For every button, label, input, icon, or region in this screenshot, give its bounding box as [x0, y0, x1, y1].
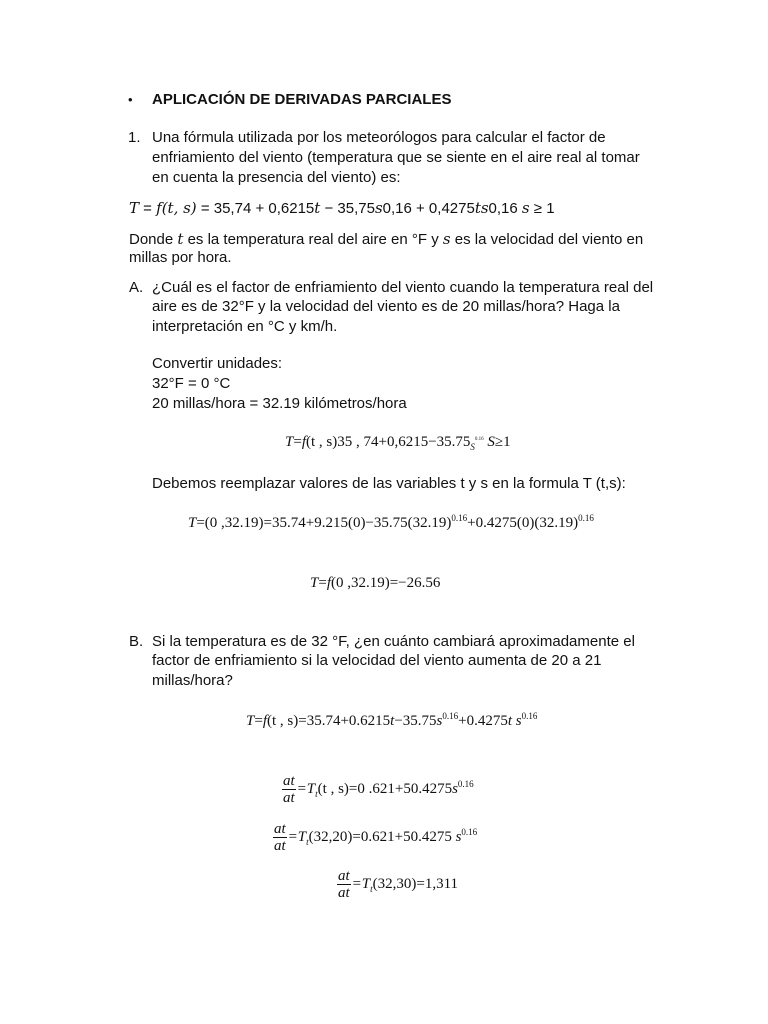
b-eq-t: t	[390, 713, 395, 729]
problem-number: 1.	[128, 129, 141, 146]
eq2-mid: +0.4275(0)(32.19)	[467, 515, 579, 531]
formula-part-2: − 35,75	[320, 200, 375, 217]
eq-cond: ≥1	[494, 434, 511, 450]
deriv3-T: =T	[351, 875, 371, 892]
formula-t: t	[314, 199, 321, 217]
formula-eq: =	[139, 200, 157, 217]
part-b-letter: B.	[129, 633, 144, 650]
eq-S: S	[487, 434, 495, 450]
part-a-line-2: aire es de 32°F y la velocidad del viento es de 20 millas/hora? Haga la	[152, 298, 620, 315]
eq2-T: T	[188, 515, 197, 531]
definition-t: t	[177, 230, 184, 248]
part-a-letter: A.	[129, 279, 144, 296]
fraction-numerator: at	[338, 868, 350, 884]
b-eq-T: T	[246, 713, 255, 729]
eq-sign: =	[293, 434, 302, 450]
part-b-line-3: millas/hora?	[152, 672, 233, 689]
problem-text-line-1: Una fórmula utilizada por los meteorólogos para calcular el factor de	[152, 129, 606, 146]
convert-title: Convertir unidades:	[152, 355, 283, 372]
problem-text-line-3: en cuenta la presencia del viento) es:	[152, 169, 401, 186]
deriv1-sub: t	[315, 788, 318, 799]
formula-f: f	[156, 199, 162, 217]
eq-f: f	[301, 434, 306, 450]
derivative-equation-1	[282, 773, 474, 806]
derivative-fraction-2	[273, 821, 287, 854]
heading-bullet: •	[128, 92, 133, 107]
derivative-fraction-3	[337, 868, 351, 901]
eq2-exp-2: 0.16	[578, 513, 594, 523]
definition-text-a: Donde	[129, 231, 178, 248]
formula-part-4: 0,16	[488, 200, 522, 217]
deriv2-s: s	[455, 828, 462, 845]
fraction-numerator: at	[283, 773, 295, 789]
formula-part-3: 0,16 + 0,4275	[382, 200, 475, 217]
eq-tiny-exp: 0.16	[474, 437, 484, 442]
b-eq-exp-2: 0.16	[521, 711, 538, 721]
definition-s: s	[442, 230, 451, 248]
definition-line-2: millas por hora.	[129, 249, 232, 266]
deriv2-T: =T	[287, 828, 307, 845]
formula-T: T	[129, 199, 140, 217]
part-a-line-3: interpretación en °C y km/h.	[152, 318, 338, 335]
deriv2-sub: t	[306, 836, 309, 847]
b-eq-body-3: +0.4275	[458, 713, 508, 729]
eq2-exp-1: 0.16	[451, 513, 468, 523]
b-eq-t-2: t	[507, 713, 513, 729]
eq3-sign: =	[318, 575, 327, 591]
eq-T: T	[285, 434, 294, 450]
deriv1-s: s	[452, 780, 458, 797]
part-b-line-1: Si la temperatura es de 32 °F, ¿en cuánto cambiará aproximadamente el	[152, 633, 635, 650]
eq3-f: f	[326, 575, 331, 591]
problem-text-line-2: enfriamiento del viento (temperatura que se siente en el aire real al tomar	[152, 149, 640, 166]
fraction-denominator: at	[283, 790, 295, 806]
part-a-equation-2	[188, 513, 594, 533]
eq-args: (t , s)	[305, 434, 338, 450]
b-eq-s-2: s	[515, 713, 522, 729]
part-a-line-1: ¿Cuál es el factor de enfriamiento del viento cuando la temperatura real del	[152, 279, 654, 296]
deriv3-sub: t	[370, 883, 373, 894]
section-title: APLICACIÓN DE DERIVADAS PARCIALES	[152, 91, 452, 108]
eq2-body: =(0 ,32.19)=35.74+9.215(0)−35.75(32.19)	[196, 515, 452, 531]
fraction-denominator: at	[274, 838, 286, 854]
eq3-T: T	[310, 575, 319, 591]
formula-s: s	[374, 199, 383, 217]
b-eq-exp-1: 0.16	[442, 711, 459, 721]
formula-args: (t, s)	[161, 199, 197, 217]
part-b-equation-1	[246, 711, 537, 731]
convert-speed: 20 millas/hora = 32.19 kilómetros/hora	[152, 395, 407, 412]
main-formula	[129, 198, 555, 219]
formula-part-1: = 35,74 + 0,6215	[196, 200, 315, 217]
derivative-equation-2	[273, 821, 477, 854]
b-eq-body-2: −35.75	[394, 713, 437, 729]
deriv1-exp: 0.16	[457, 778, 474, 789]
deriv2-exp: 0.16	[461, 826, 478, 837]
b-eq-f: f	[262, 713, 267, 729]
formula-condition: ≥ 1	[529, 200, 555, 217]
part-a-equation-1	[285, 432, 511, 452]
deriv1-T: =T	[296, 780, 316, 797]
replace-values-text: Debemos reemplazar valores de las variables t y s en la formula T (t,s):	[152, 475, 626, 492]
eq-s-sub: S	[470, 442, 475, 452]
definition-text-c: es la velocidad del viento en	[450, 231, 644, 248]
derivative-equation-3	[337, 868, 458, 901]
deriv2-body: (32,20)=0.621+50.4275	[308, 828, 456, 845]
eq3-body: (0 ,32.19)=−26.56	[330, 575, 441, 591]
part-a-equation-3	[310, 573, 440, 593]
derivative-fraction-1	[282, 773, 296, 806]
b-eq-s: s	[436, 713, 443, 729]
definition-line-1	[129, 229, 643, 250]
formula-s-2: s	[521, 199, 530, 217]
b-eq-args: (t , s)	[266, 713, 299, 729]
eq-body: 35 , 74+0,6215−35.75	[337, 434, 471, 450]
definition-text-b: es la temperatura real del aire en °F y	[183, 231, 443, 248]
convert-temperature: 32°F = 0 °C	[152, 375, 231, 392]
fraction-numerator: at	[274, 821, 286, 837]
deriv1-body: (t , s)=0 .621+50.4275	[317, 780, 453, 797]
formula-ts: ts	[474, 199, 489, 217]
part-b-line-2: factor de enfriamiento si la velocidad del viento aumenta de 20 a 21	[152, 652, 602, 669]
deriv3-body: (32,30)=1,311	[372, 875, 459, 892]
b-eq-sign: =	[254, 713, 263, 729]
fraction-denominator: at	[338, 885, 350, 901]
b-eq-body-1: =35.74+0.6215	[298, 713, 391, 729]
